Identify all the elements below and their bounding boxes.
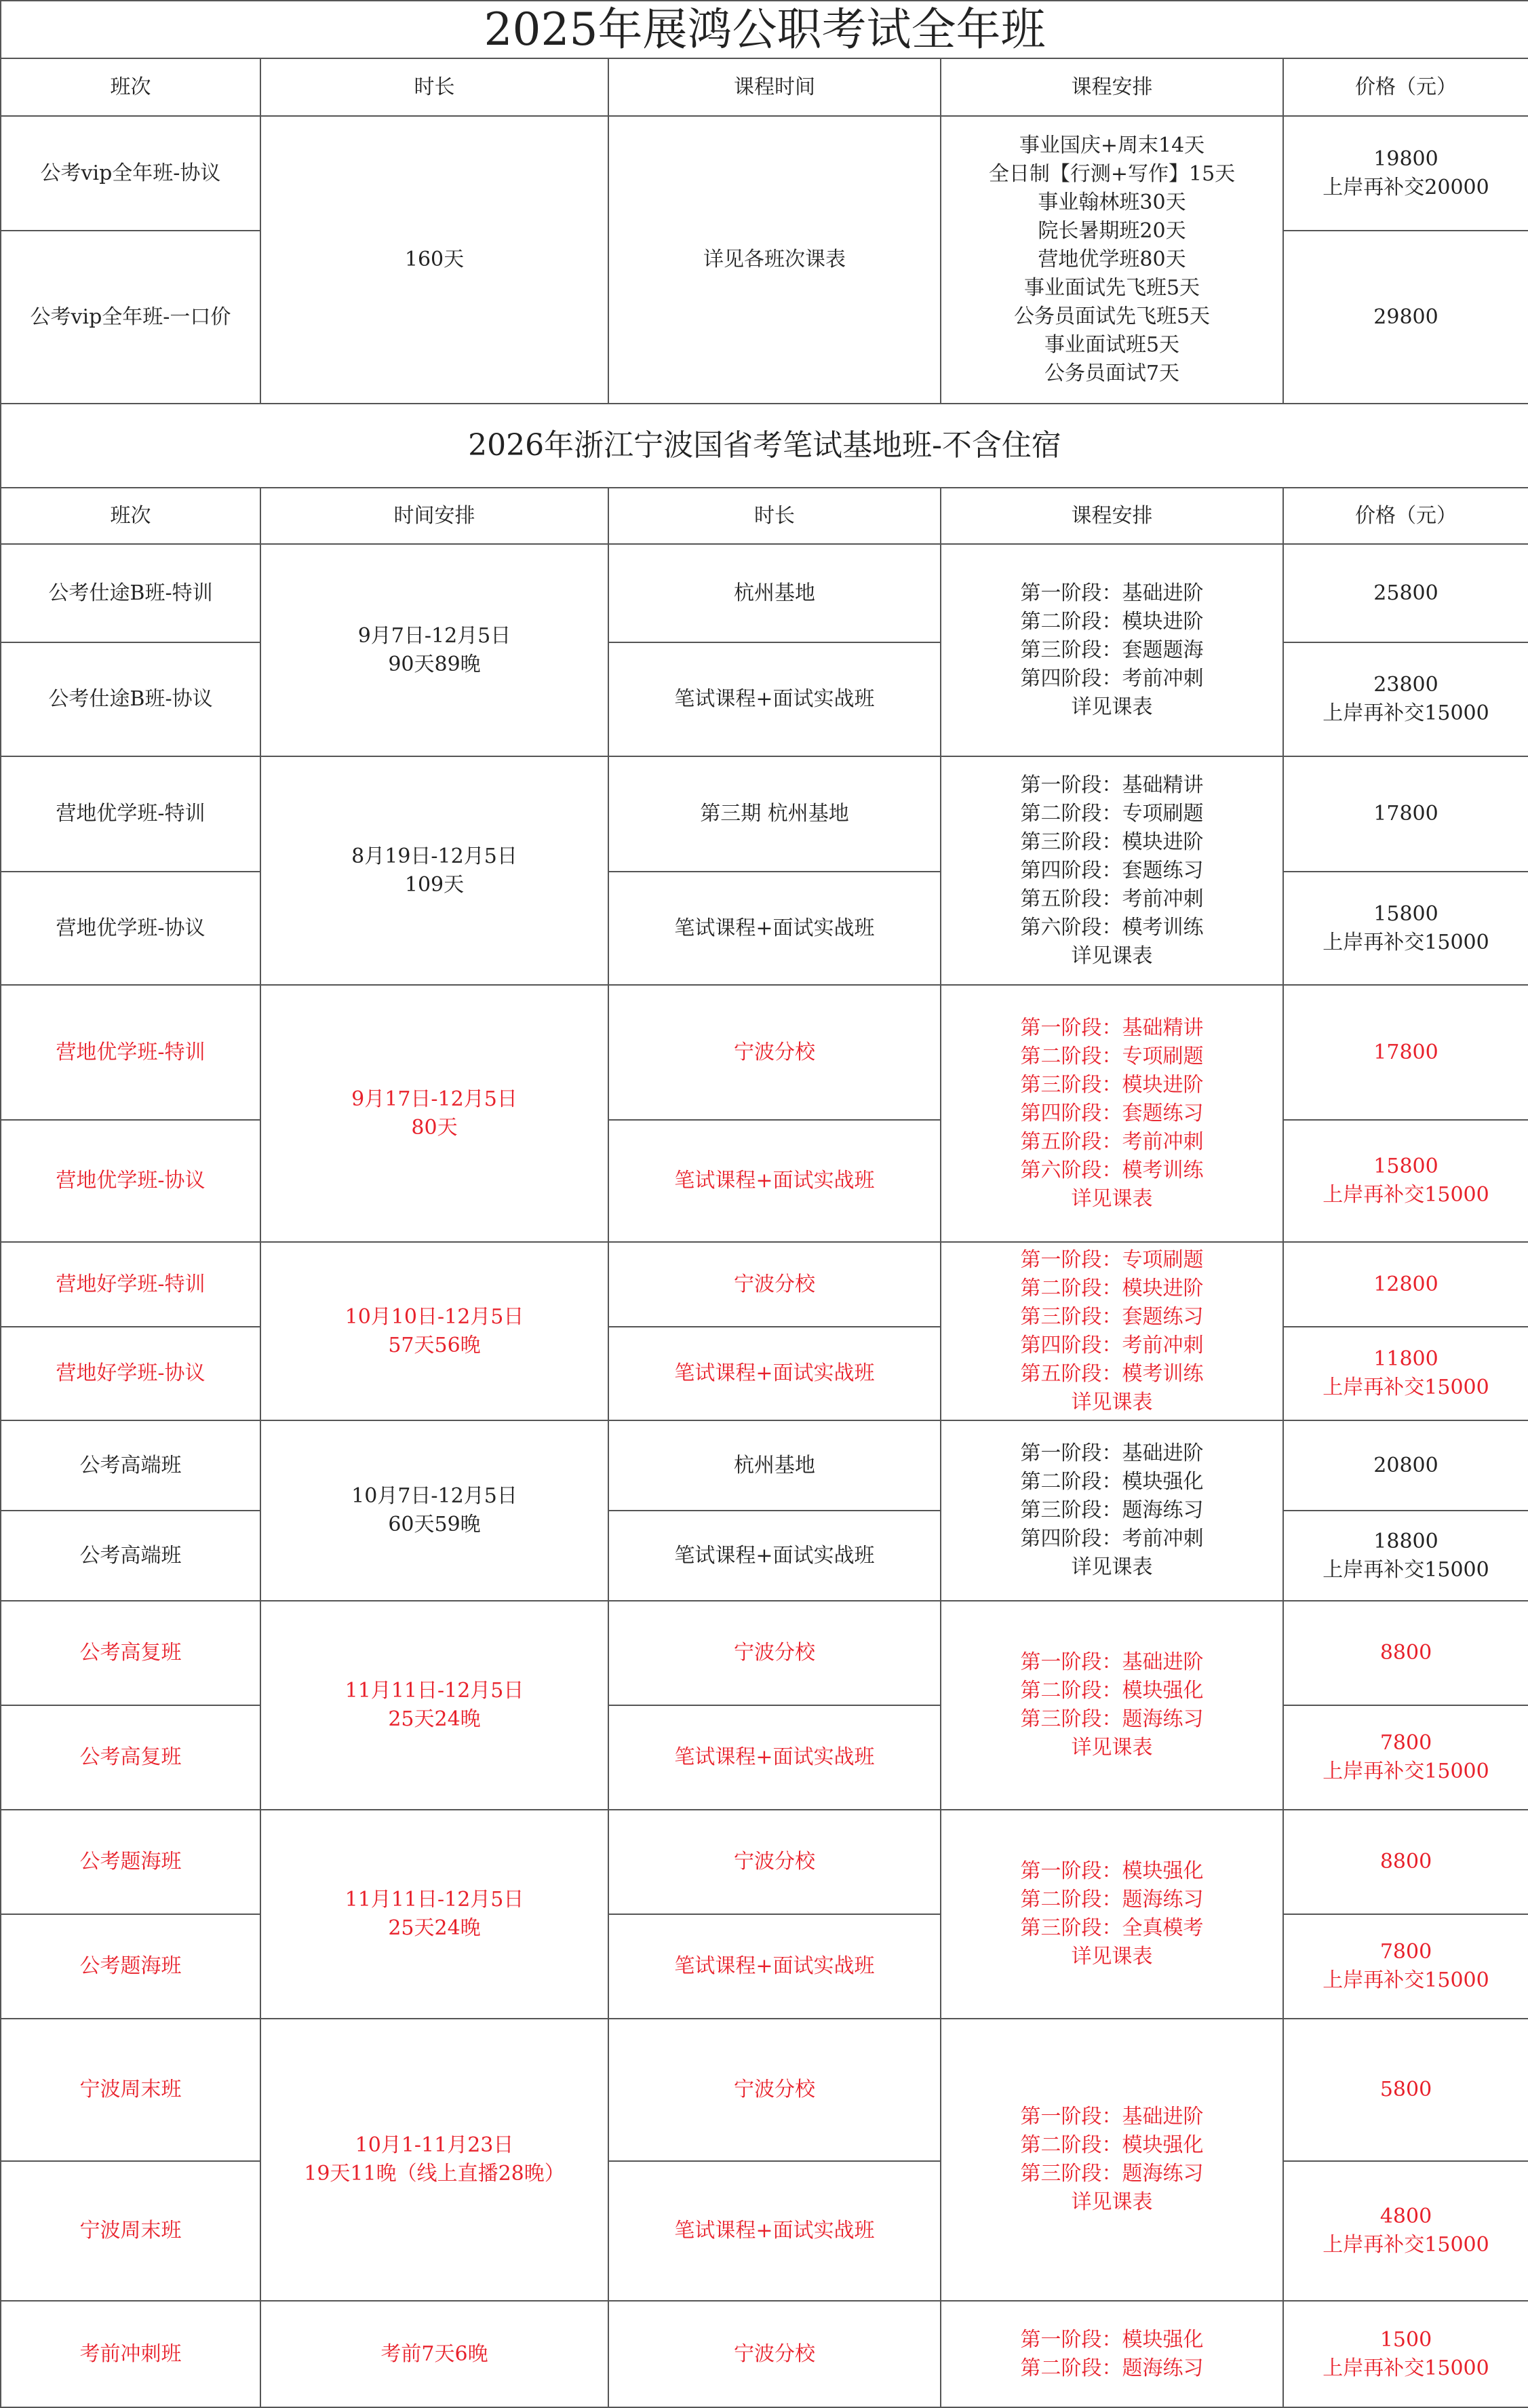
class-price: 1500 上岸再补交15000 [1283, 2301, 1528, 2407]
class-duration: 笔试课程+面试实战班 [608, 1705, 941, 1810]
class-schedule: 10月10日-12月5日 57天56晚 [260, 1242, 608, 1420]
course-arrangement: 第一阶段：基础进阶 第二阶段：模块强化 第三阶段：题海练习 详见课表 [941, 1601, 1283, 1810]
class-name: 营地优学班-特训 [1, 756, 260, 872]
table-row [1, 985, 1528, 1120]
class-duration: 杭州基地 [608, 544, 941, 642]
class-price: 29800 [1283, 231, 1528, 404]
header-arrangement: 课程安排 [941, 488, 1283, 544]
class-price: 12800 [1283, 1242, 1528, 1327]
class-name: 公考题海班 [1, 1914, 260, 2019]
table-row [1, 1120, 1528, 1242]
class-price: 11800 上岸再补交15000 [1283, 1327, 1528, 1420]
table-row [1, 2301, 1528, 2407]
table-row [1, 1810, 1528, 1914]
header-class: 班次 [1, 58, 260, 116]
class-duration: 宁波分校 [608, 1601, 941, 1705]
class-name: 营地好学班-特训 [1, 1242, 260, 1327]
header-price: 价格（元） [1283, 488, 1528, 544]
class-name: 公考高端班 [1, 1420, 260, 1511]
class-schedule: 考前7天6晚 [260, 2301, 608, 2407]
class-duration: 宁波分校 [608, 2301, 941, 2407]
class-price: 8800 [1283, 1601, 1528, 1705]
table-row [1, 1601, 1528, 1705]
table-row [1, 1705, 1528, 1810]
table-row [1, 756, 1528, 872]
class-schedule: 9月17日-12月5日 80天 [260, 985, 608, 1242]
class-schedule: 8月19日-12月5日 109天 [260, 756, 608, 985]
course-arrangement: 第一阶段：模块强化 第二阶段：题海练习 [941, 2301, 1283, 2407]
class-duration: 160天 [260, 116, 608, 404]
class-time: 详见各班次课表 [608, 116, 941, 404]
course-arrangement: 第一阶段：模块强化 第二阶段：题海练习 第三阶段：全真模考 详见课表 [941, 1810, 1283, 2019]
class-schedule: 11月11日-12月5日 25天24晚 [260, 1601, 608, 1810]
header-duration: 时长 [260, 58, 608, 116]
class-duration: 宁波分校 [608, 1242, 941, 1327]
class-duration: 杭州基地 [608, 1420, 941, 1511]
table-row [1, 1327, 1528, 1420]
class-price: 15800 上岸再补交15000 [1283, 872, 1528, 985]
table-row [1, 2019, 1528, 2161]
class-duration: 笔试课程+面试实战班 [608, 2161, 941, 2301]
class-schedule: 9月7日-12月5日 90天89晚 [260, 544, 608, 756]
class-duration: 笔试课程+面试实战班 [608, 642, 941, 756]
class-duration: 笔试课程+面试实战班 [608, 1914, 941, 2019]
class-duration: 宁波分校 [608, 2019, 941, 2161]
class-price: 7800 上岸再补交15000 [1283, 1705, 1528, 1810]
header-price: 价格（元） [1283, 58, 1528, 116]
class-name: 公考仕途B班-协议 [1, 642, 260, 756]
class-price: 19800 上岸再补交20000 [1283, 116, 1528, 231]
class-duration: 宁波分校 [608, 985, 941, 1120]
table-row [1, 2161, 1528, 2301]
header-arrangement: 课程安排 [941, 58, 1283, 116]
class-name: 营地好学班-协议 [1, 1327, 260, 1420]
class-name: 公考vip全年班-协议 [1, 116, 260, 231]
course-arrangement: 第一阶段：专项刷题 第二阶段：模块进阶 第三阶段：套题练习 第四阶段：考前冲刺 第五阶段：模考训练 详见课表 [941, 1242, 1283, 1420]
table-row [1, 544, 1528, 642]
class-name: 公考高端班 [1, 1511, 260, 1601]
class-price: 5800 [1283, 2019, 1528, 2161]
class-price: 20800 [1283, 1420, 1528, 1511]
table-row [1, 1511, 1528, 1601]
course-arrangement: 第一阶段：基础精讲 第二阶段：专项刷题 第三阶段：模块进阶 第四阶段：套题练习 第五阶段：考前冲刺 第六阶段：模考训练 详见课表 [941, 985, 1283, 1242]
class-name: 营地优学班-协议 [1, 872, 260, 985]
class-schedule: 11月11日-12月5日 25天24晚 [260, 1810, 608, 2019]
class-name: 营地优学班-特训 [1, 985, 260, 1120]
class-duration: 笔试课程+面试实战班 [608, 872, 941, 985]
class-name: 考前冲刺班 [1, 2301, 260, 2407]
class-price: 7800 上岸再补交15000 [1283, 1914, 1528, 2019]
table-row [1, 1242, 1528, 1327]
table-row [1, 1420, 1528, 1511]
class-price: 4800 上岸再补交15000 [1283, 2161, 1528, 2301]
table-row [1, 642, 1528, 756]
class-duration: 宁波分校 [608, 1810, 941, 1914]
class-duration: 笔试课程+面试实战班 [608, 1120, 941, 1242]
header-schedule: 时间安排 [260, 488, 608, 544]
class-name: 宁波周末班 [1, 2161, 260, 2301]
class-price: 18800 上岸再补交15000 [1283, 1511, 1528, 1601]
class-price: 15800 上岸再补交15000 [1283, 1120, 1528, 1242]
class-duration: 笔试课程+面试实战班 [608, 1327, 941, 1420]
class-duration: 第三期 杭州基地 [608, 756, 941, 872]
class-price: 17800 [1283, 985, 1528, 1120]
course-arrangement: 第一阶段：基础精讲 第二阶段：专项刷题 第三阶段：模块进阶 第四阶段：套题练习 第五阶段：考前冲刺 第六阶段：模考训练 详见课表 [941, 756, 1283, 985]
course-arrangement: 第一阶段：基础进阶 第二阶段：模块强化 第三阶段：题海练习 详见课表 [941, 2019, 1283, 2301]
course-arrangement: 第一阶段：基础进阶 第二阶段：模块强化 第三阶段：题海练习 第四阶段：考前冲刺 详见课表 [941, 1420, 1283, 1601]
class-price: 23800 上岸再补交15000 [1283, 642, 1528, 756]
class-price: 25800 [1283, 544, 1528, 642]
class-duration: 笔试课程+面试实战班 [608, 1511, 941, 1601]
class-price: 17800 [1283, 756, 1528, 872]
header-duration: 时长 [608, 488, 941, 544]
header-time: 课程时间 [608, 58, 941, 116]
class-schedule: 10月7日-12月5日 60天59晚 [260, 1420, 608, 1601]
course-arrangement: 事业国庆+周末14天 全日制【行测+写作】15天 事业翰林班30天 院长暑期班20天 营地优学班80天 事业面试先飞班5天 公务员面试先飞班5天 事业面试班5天 公务员面试7天 [941, 116, 1283, 404]
class-name: 营地优学班-协议 [1, 1120, 260, 1242]
class-name: 公考高复班 [1, 1601, 260, 1705]
class-name: 公考高复班 [1, 1705, 260, 1810]
class-schedule: 10月1-11月23日 19天11晚（线上直播28晚） [260, 2019, 608, 2301]
class-price: 8800 [1283, 1810, 1528, 1914]
page-title: 2025年展鸿公职考试全年班 [1, 1, 1528, 58]
header-class: 班次 [1, 488, 260, 544]
course-arrangement: 第一阶段：基础进阶 第二阶段：模块进阶 第三阶段：套题题海 第四阶段：考前冲刺 详见课表 [941, 544, 1283, 756]
table-row [1, 872, 1528, 985]
table-row [1, 1914, 1528, 2019]
class-name: 公考仕途B班-特训 [1, 544, 260, 642]
section-subtitle: 2026年浙江宁波国省考笔试基地班-不含住宿 [1, 404, 1528, 488]
class-name: 公考vip全年班-一口价 [1, 231, 260, 404]
class-name: 公考题海班 [1, 1810, 260, 1914]
class-name: 宁波周末班 [1, 2019, 260, 2161]
